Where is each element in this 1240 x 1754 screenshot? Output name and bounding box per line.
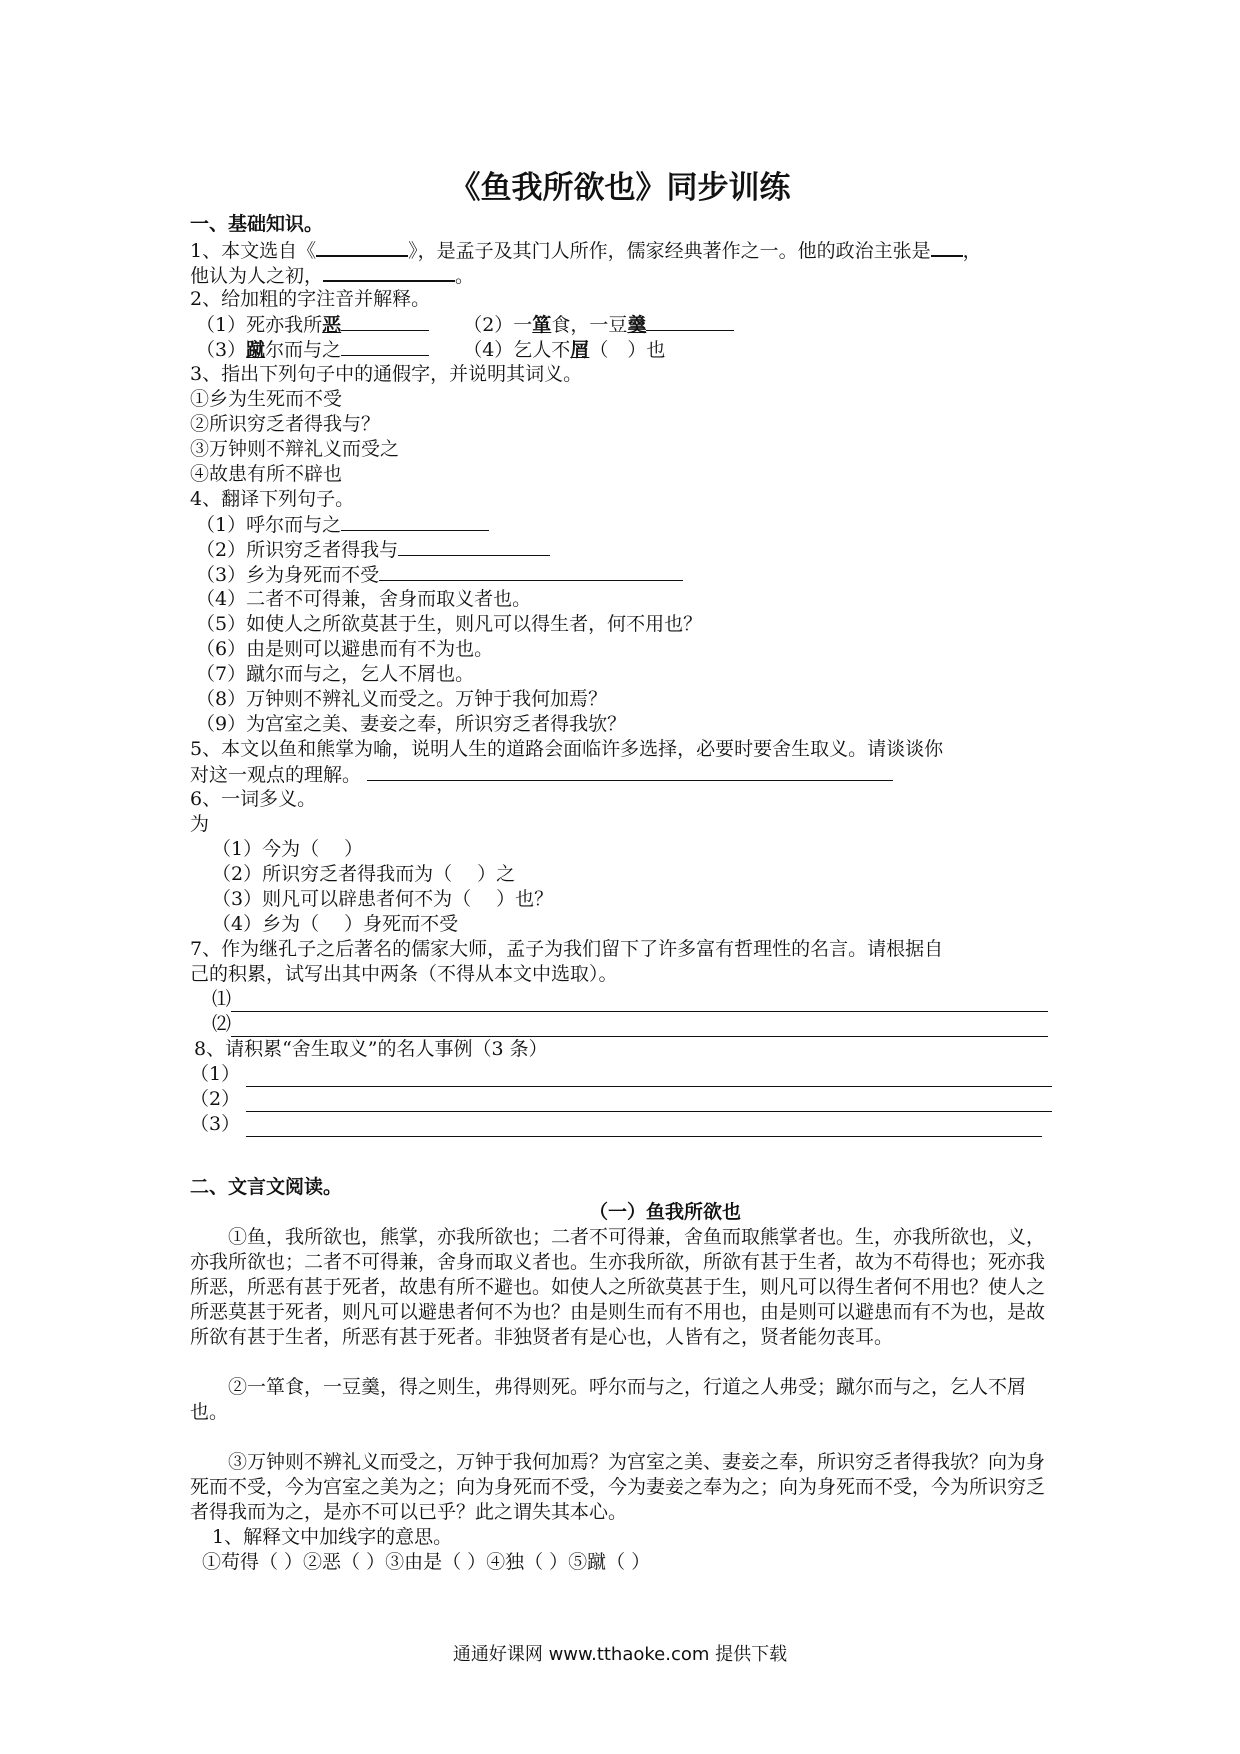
q2-1-bold-char: 恶 (322, 314, 342, 336)
q4-1-text: （1）呼尔而与之 (196, 514, 342, 536)
section-heading-reading: 二、文言文阅读。 (190, 1176, 343, 1198)
q8-3-label: （3） (190, 1113, 241, 1135)
q2-3-text-b: 尔而与之 (265, 339, 342, 361)
q2-3-text: （3） (196, 339, 247, 361)
q2-2-bold-char-a: 箪 (532, 314, 552, 336)
question-7-line-2: 己的积累，试写出其中两条（不得从本文中选取）。 (190, 963, 618, 985)
question-4-item: （5）如使人之所欲莫甚于生，则凡可以得生者，何不用也？ (196, 613, 703, 635)
q2-4-bold-char: 屑 (570, 339, 590, 361)
question-8-answer-3 (190, 1112, 1042, 1137)
q4-1-blank (341, 512, 489, 531)
question-7-line-1: 7、作为继孔子之后著名的儒家大师，孟子为我们留下了许多富有哲理性的名言。请根据自 (190, 938, 944, 960)
question-3-item: ④故患有所不辟也 (190, 463, 343, 485)
reading-passage-title: （一）鱼我所欲也 (588, 1201, 741, 1223)
question-6-item: （1）今为（ ） (212, 838, 364, 860)
question-8-answer-2 (190, 1087, 1052, 1112)
question-6-word: 为 (190, 813, 210, 835)
q1-text-b: 》，是孟子及其门人所作，儒家经典著作之一。他的政治主张是 (408, 240, 931, 262)
question-4: 4、翻译下列句子。 (190, 488, 355, 510)
q2-1-text: （1）死亦我所 (196, 314, 323, 336)
question-2-row-1 (190, 312, 1060, 337)
question-6: 6、一词多义。 (190, 788, 317, 810)
question-8-answer-1 (190, 1062, 1052, 1087)
q2-4-text-b: （ ）也 (589, 339, 666, 361)
question-3: 3、指出下列句子中的通假字，并说明其词义。 (190, 363, 583, 385)
question-4-item-1 (190, 512, 1060, 537)
question-4-item-2 (190, 537, 1060, 562)
q1-text-c: ， (962, 240, 982, 262)
q1-text-e: 。 (455, 265, 475, 287)
question-8: 8、请积累“舍生取义”的名人事例（3 条） (194, 1038, 548, 1060)
q2-2-text: （2）一 (463, 314, 533, 336)
q4-2-blank (398, 537, 550, 556)
reading-question-1: 1、解释文中加线字的意思。 (212, 1526, 453, 1548)
reading-question-1-items: ①苟得（ ）②恶（ ）③由是（ ）④独（ ）⑤蹴（ ） (202, 1551, 651, 1573)
question-5-line-2 (190, 762, 1060, 787)
question-7-answer-1 (190, 987, 1048, 1012)
q2-2-text-b: 食，一豆 (551, 314, 628, 336)
q1-blank-book (316, 237, 408, 257)
reading-paragraph-1: ①鱼，我所欲也，熊掌，亦我所欲也；二者不可得兼，舍鱼而取熊掌者也。生，亦我所欲也，义，亦我所欲也；二者不可得兼，舍身而取义者也。生亦我所欲，所欲有甚于生者，故为不苟得也；死亦我所恶，所恶有甚于死者，故患有所不避也。如使人之所欲莫甚于生，则凡可以得生者何不用也？使人之所恶莫甚于死者，则凡可以避患者何不为也？由是则生而有不用也，由是则可以避患而有不为也，是故所欲有甚于生者，所恶有甚于死者。非独贤者有是心也，人皆有之，贤者能勿丧耳。 (190, 1226, 1046, 1348)
q2-3-blank (341, 337, 429, 356)
question-2-row-2 (190, 337, 1060, 362)
question-4-item: （9）为宫室之美、妻妾之奉，所识穷乏者得我欤？ (196, 713, 627, 735)
question-3-item: ②所识穷乏者得我与？ (190, 413, 381, 435)
question-1-line-2 (190, 262, 1060, 287)
page-title: 《鱼我所欲也》同步训练 (449, 170, 791, 206)
question-7-answer-2 (190, 1012, 1048, 1037)
q1-blank-nature (323, 262, 455, 282)
q1-text-a: 1、本文选自《 (190, 240, 317, 262)
q2-2-blank (646, 312, 734, 331)
q8-1-label: （1） (190, 1063, 241, 1085)
q2-1-blank (341, 312, 429, 331)
question-4-item: （8）万钟则不辨礼义而受之。万钟于我何加焉？ (196, 688, 608, 710)
section-heading-basics: 一、基础知识。 (190, 213, 324, 235)
q1-text-d: 他认为人之初， (190, 265, 324, 287)
q2-2-bold-char-b: 羹 (627, 314, 647, 336)
q8-2-blank (246, 1093, 1052, 1112)
q2-3-bold-char: 蹴 (246, 339, 266, 361)
question-6-item: （2）所识穷乏者得我而为（ ）之 (212, 863, 516, 885)
reading-paragraph-2: ②一箪食，一豆羹，得之则生，弗得则死。呼尔而与之，行道之人弗受；蹴尔而与之，乞人不屑也。 (190, 1376, 1027, 1423)
q7-2-label: ⑵ (212, 1013, 232, 1035)
question-2: 2、给加粗的字注音并解释。 (190, 288, 431, 310)
q7-1-blank (231, 993, 1048, 1012)
reading-paragraph-3: ③万钟则不辨礼义而受之，万钟于我何加焉？为宫室之美、妻妾之奉，所识穷乏者得我欤？向为身死而不受，今为宫室之美为之；向为身死而不受，今为妻妾之奉为之；向为身死而不受，今为所识穷乏者得我而为之，是亦不可以已乎？此之谓失其本心。 (190, 1451, 1046, 1523)
question-5-line-1: 5、本文以鱼和熊掌为喻，说明人生的道路会面临许多选择，必要时要舍生取义。请谈谈你 (190, 738, 944, 760)
question-4-item: （4）二者不可得兼，舍身而取义者也。 (196, 588, 532, 610)
question-4-item: （6）由是则可以避患而有不为也。 (196, 638, 494, 660)
q4-2-text: （2）所识穷乏者得我与 (196, 539, 399, 561)
q7-2-blank (231, 1018, 1048, 1037)
q8-2-label: （2） (190, 1088, 241, 1110)
page-footer: 通通好课网 www.tthaoke.com 提供下载 (452, 1644, 788, 1665)
q5-answer-blank (367, 762, 893, 781)
q5-text: 对这一观点的理解。 (190, 764, 362, 786)
question-3-item: ①乡为生死而不受 (190, 388, 343, 410)
q1-blank-policy (931, 237, 963, 257)
q8-3-blank (246, 1118, 1042, 1137)
q2-4-text: （4）乞人不 (463, 339, 571, 361)
question-1-line-1 (190, 237, 1060, 262)
question-6-item: （3）则凡可以辟患者何不为（ ）也？ (212, 888, 554, 910)
q7-1-label: ⑴ (212, 988, 232, 1010)
document-body (190, 212, 1060, 1575)
q8-1-blank (246, 1068, 1052, 1087)
question-4-item: （7）蹴尔而与之，乞人不屑也。 (196, 663, 475, 685)
q4-3-blank (379, 562, 683, 581)
question-4-item-3 (190, 562, 1060, 587)
question-3-item: ③万钟则不辩礼义而受之 (190, 438, 400, 460)
q4-3-text: （3）乡为身死而不受 (196, 564, 380, 586)
question-6-item: （4）乡为（ ）身死而不受 (212, 913, 459, 935)
